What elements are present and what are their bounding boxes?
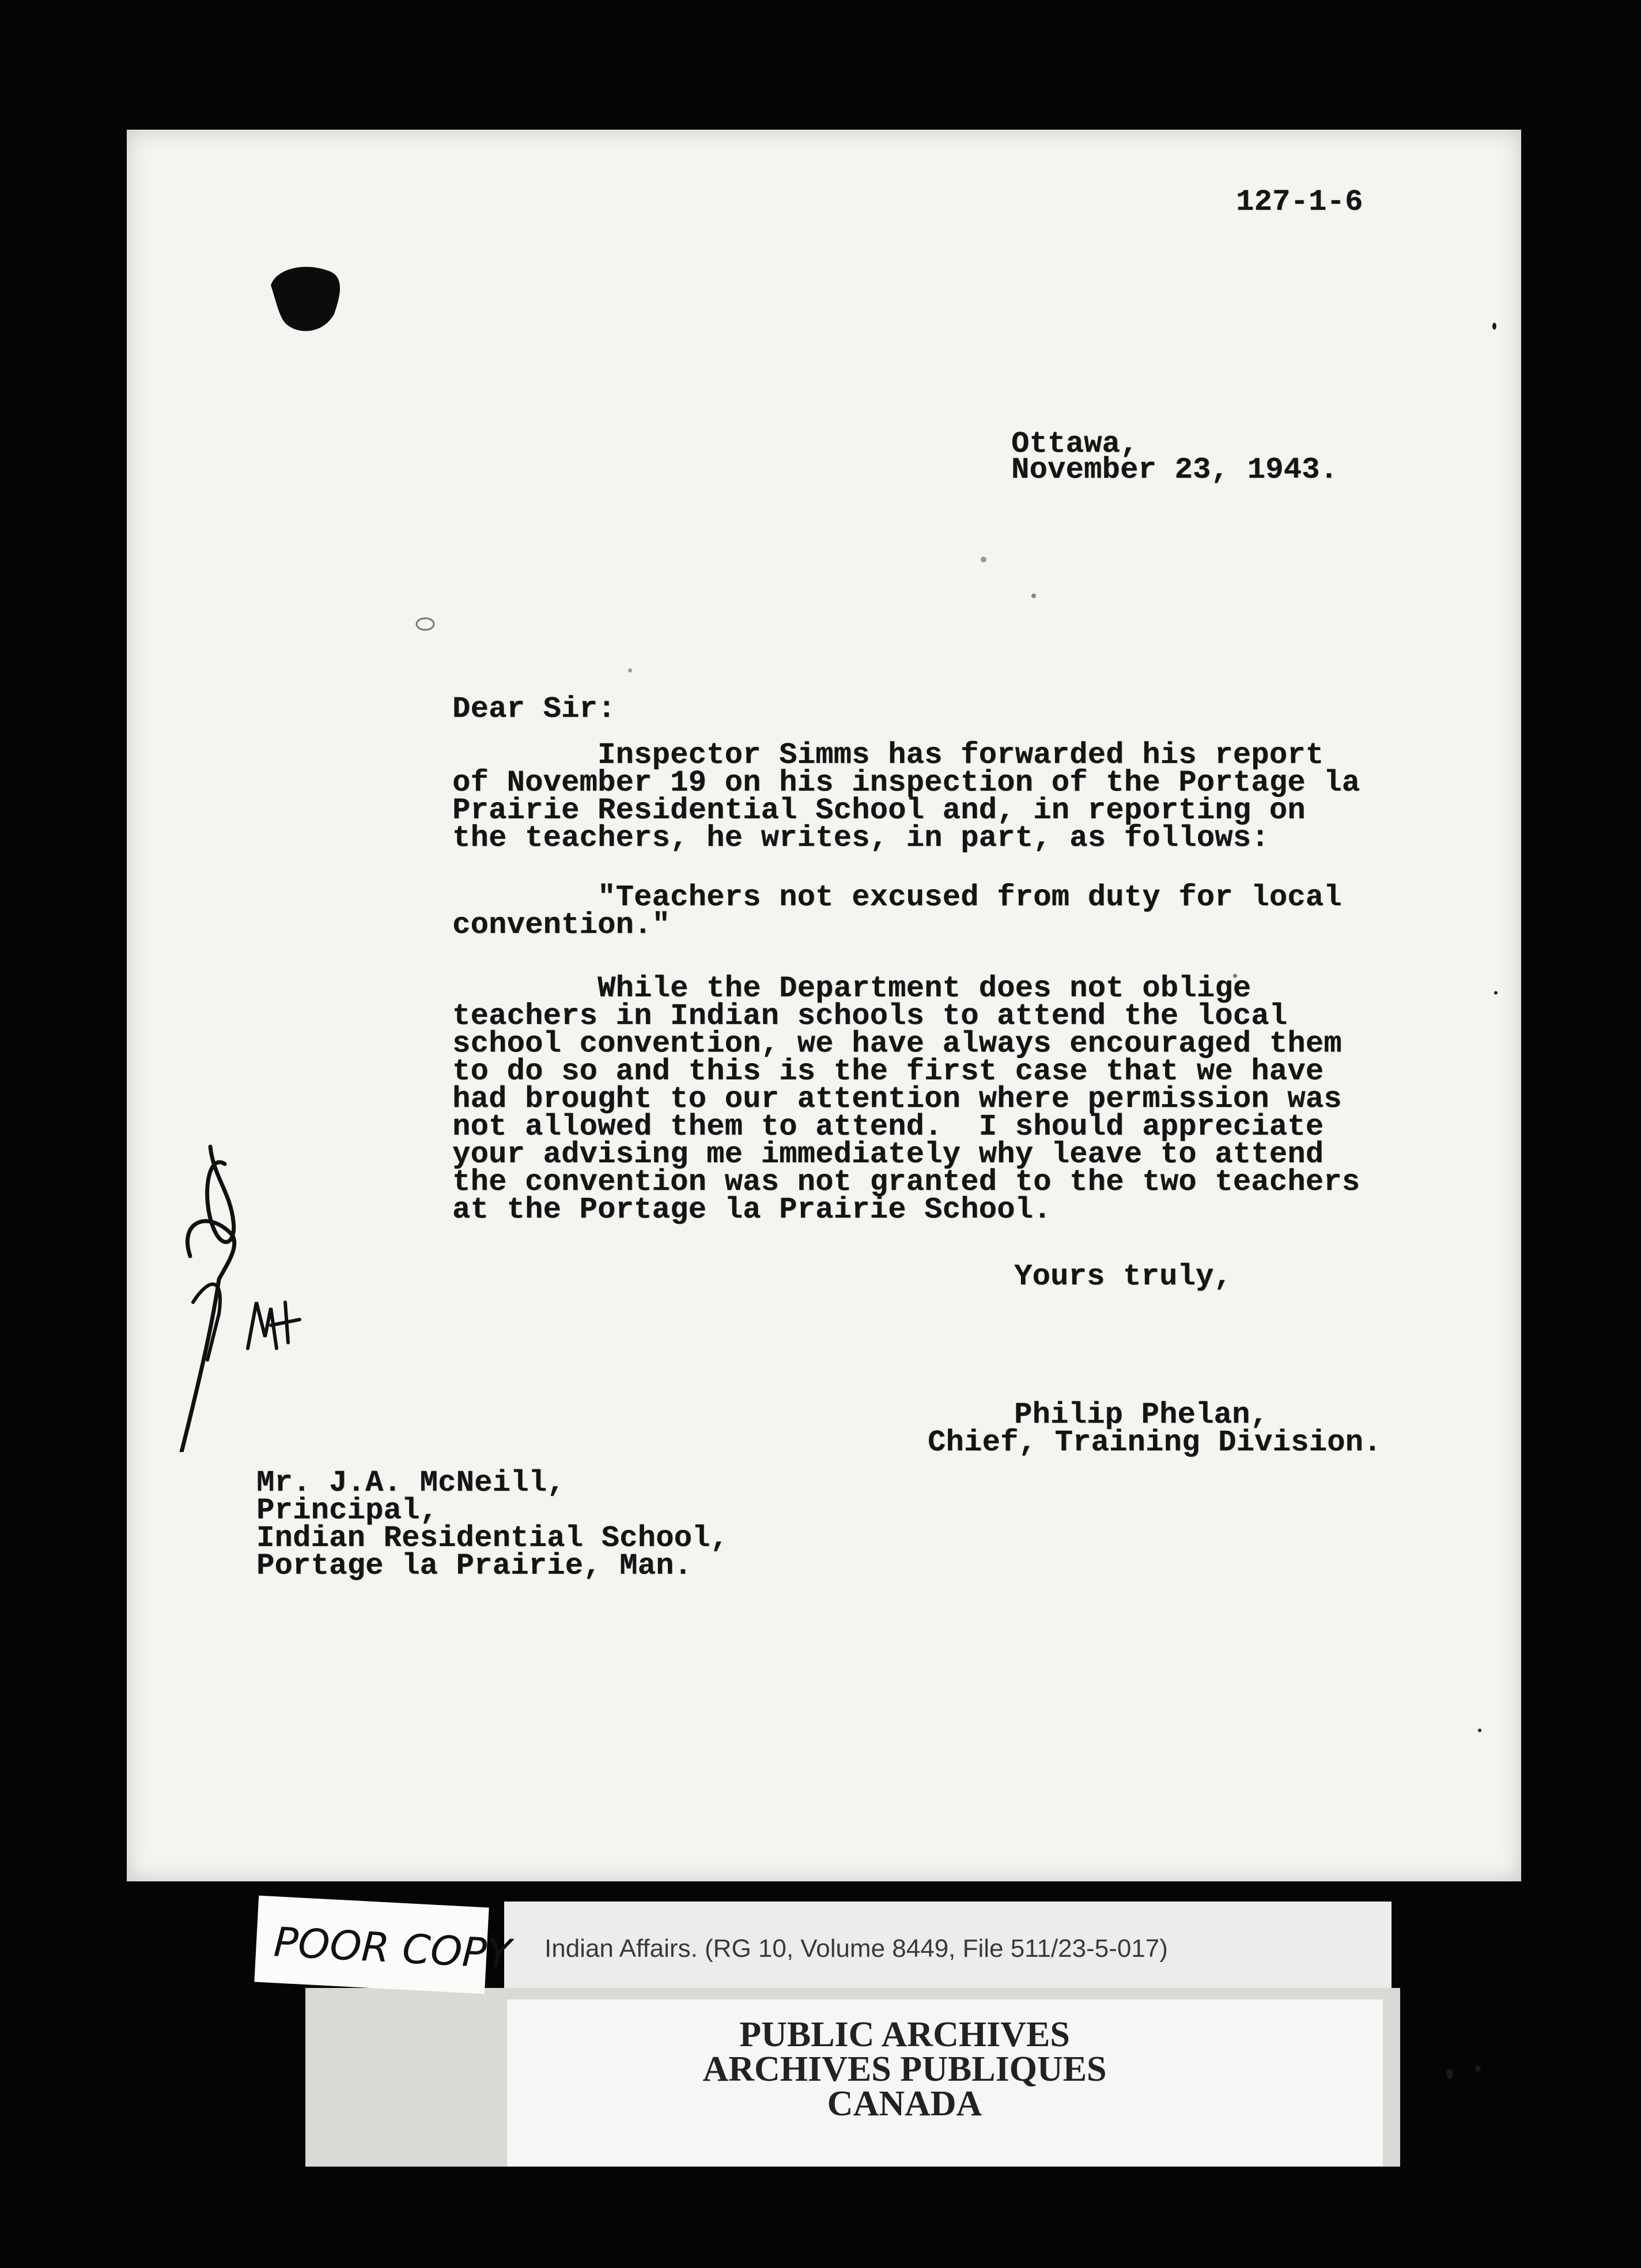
archives-line: PUBLIC ARCHIVES <box>739 2015 1070 2054</box>
body-line: While the Department does not oblige <box>452 972 1251 1006</box>
body-line: had brought to our attention where permission was <box>452 1082 1342 1116</box>
body-line: Prairie Residential School and, in reporting on <box>452 793 1306 827</box>
recipient-line: Mr. J.A. McNeill, <box>256 1466 565 1500</box>
recipient-line: Indian Residential School, <box>256 1521 729 1555</box>
body-line: to do so and this is the first case that we have <box>452 1054 1324 1088</box>
file-reference: 127-1-6 <box>1236 185 1363 219</box>
body-line: teachers in Indian schools to attend the local <box>452 999 1288 1033</box>
dateline-city: Ottawa, <box>1011 427 1139 461</box>
recipient-line: Portage la Prairie, Man. <box>256 1549 693 1583</box>
closing: Yours truly, <box>1014 1260 1232 1294</box>
signatory-title: Chief, Training Division. <box>928 1426 1382 1460</box>
body-line: Inspector Simms has forwarded his report <box>452 738 1324 772</box>
body-line: school convention, we have always encouraged them <box>452 1027 1342 1061</box>
poor-copy-label: POOR COPY <box>273 1918 513 1978</box>
archives-line: ARCHIVES PUBLIQUES <box>702 2050 1107 2089</box>
archives-line: CANADA <box>827 2084 982 2123</box>
salutation: Dear Sir: <box>452 692 616 726</box>
body-line: your advising me immediately why leave to attend <box>452 1137 1324 1171</box>
body-line: the convention was not granted to the two teachers <box>452 1165 1360 1199</box>
dateline-date: November 23, 1943. <box>1011 453 1338 487</box>
handwritten-initials <box>156 1129 328 1452</box>
body-line: the teachers, he writes, in part, as follows: <box>452 821 1269 855</box>
body-line: not allowed them to attend. I should appreciate <box>452 1110 1324 1144</box>
recipient-address <box>256 1466 729 1583</box>
paragraph-1 <box>452 738 1360 855</box>
recipient-line: Principal, <box>256 1494 438 1528</box>
body-line: convention." <box>452 908 671 942</box>
quoted-report <box>452 880 1342 942</box>
ink-blot <box>265 262 351 337</box>
body-line: "Teachers not excused from duty for local <box>452 880 1342 914</box>
archival-citation: Indian Affairs. (RG 10, Volume 8449, File 511/23-5-017) <box>545 1934 1168 1963</box>
archives-stamp <box>645 2015 1164 2123</box>
signatory-name: Philip Phelan, <box>1014 1398 1269 1432</box>
body-line: of November 19 on his inspection of the Portage la <box>452 766 1360 800</box>
paragraph-2 <box>452 972 1360 1227</box>
body-line: at the Portage la Prairie School. <box>452 1193 1052 1227</box>
paper-mark <box>414 615 437 633</box>
